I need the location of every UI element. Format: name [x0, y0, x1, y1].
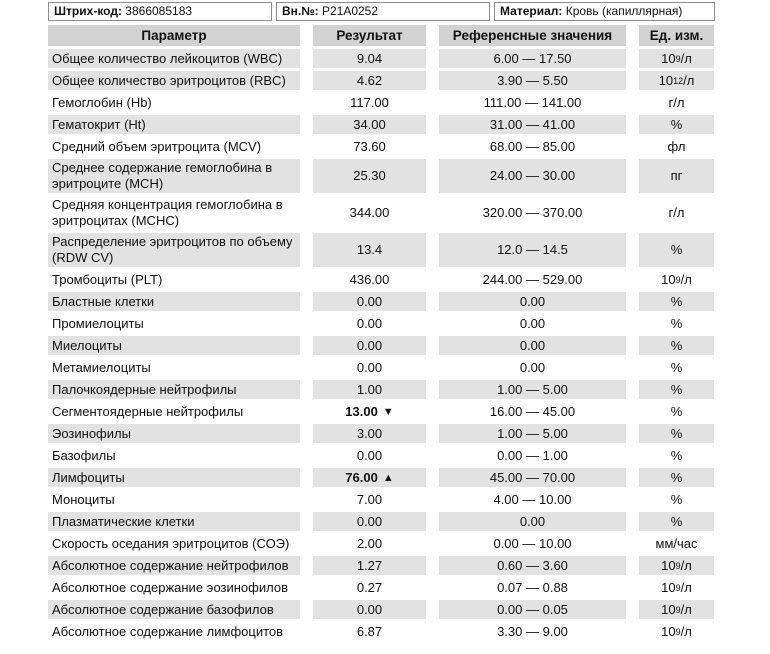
table-row — [48, 93, 715, 112]
table-row — [48, 490, 715, 509]
parameter-cell: Сегментоядерные нейтрофилы — [52, 403, 244, 419]
result-cell — [313, 336, 426, 355]
result-cell — [313, 292, 426, 311]
table-row — [48, 424, 715, 443]
reference-range-cell: 0.07 — 0.88 — [497, 579, 568, 595]
reference-range-cell: 45.00 — 70.00 — [439, 468, 626, 487]
table-row — [48, 196, 715, 230]
unit-value: 10 — [661, 50, 676, 66]
result-value: 7.00 — [356, 491, 383, 507]
unit-cell — [639, 233, 714, 267]
column-header-result: Результат — [313, 25, 426, 46]
unit-value: % — [670, 425, 683, 441]
unit-cell — [639, 336, 714, 355]
table-row — [48, 270, 715, 289]
result-cell — [313, 490, 426, 509]
reference-range-cell: 1.00 — 5.00 — [439, 380, 626, 399]
table-row — [48, 380, 715, 399]
unit-cell — [639, 159, 714, 193]
parameter-cell: Гематокрит (Ht) — [48, 115, 300, 134]
result-value: 3.00 — [356, 425, 383, 441]
unit-cell: 10 9 /л — [639, 600, 714, 619]
reference-range-cell: 0.00 — 1.00 — [497, 447, 568, 463]
result-value: 0.00 — [356, 337, 383, 353]
reference-range-cell: 31.00 — 41.00 — [439, 115, 626, 134]
result-value: 4.62 — [356, 72, 383, 88]
unit-cell — [639, 358, 714, 377]
reference-range-cell: 16.00 — 45.00 — [489, 403, 576, 419]
flag-high-icon: ▲ — [382, 471, 394, 484]
reference-range-cell: 0.60 — 3.60 — [439, 556, 626, 575]
table-row — [48, 468, 715, 487]
result-value: 13.4 — [356, 242, 383, 257]
result-value: 0.00 — [356, 315, 383, 331]
unit-value: 10 — [658, 72, 674, 88]
result-cell — [313, 622, 426, 641]
parameter-cell: Эозинофилы — [48, 424, 300, 443]
result-value: 1.27 — [356, 557, 383, 573]
table-row — [48, 556, 715, 575]
unit-denominator: /л — [680, 623, 692, 639]
unit-cell — [639, 196, 714, 230]
reference-range-cell: 0.00 — 0.05 — [439, 600, 626, 619]
unit-cell — [639, 314, 714, 333]
unit-cell: 10 9 /л — [639, 49, 714, 68]
result-value: 0.00 — [356, 293, 383, 309]
parameter-cell: Моноциты — [52, 491, 115, 507]
column-header-parameter: Параметр — [48, 25, 300, 46]
parameter-cell: Средняя концентрация гемоглобина в эритроцитах (MCHC) — [52, 197, 283, 228]
result-value: 2.00 — [356, 535, 383, 551]
reference-range-cell: 0.00 — [519, 315, 546, 331]
result-value: 6.87 — [356, 623, 383, 639]
unit-denominator: /л — [680, 601, 692, 617]
internal-number-field[interactable] — [276, 2, 490, 21]
result-value: 117.00 — [350, 94, 389, 110]
result-cell — [313, 424, 426, 443]
unit-value: г/л — [668, 94, 685, 110]
unit-cell — [639, 490, 714, 509]
result-value: 34.00 — [353, 116, 386, 132]
reference-range-cell: 0.00 — [519, 359, 546, 375]
result-cell — [313, 196, 426, 230]
unit-cell — [639, 446, 714, 465]
results-table-body — [48, 49, 715, 641]
unit-value: фл — [667, 138, 686, 154]
column-header-reference: Референсные значения — [439, 25, 626, 46]
reference-range-cell: 0.00 — [439, 292, 626, 311]
result-cell — [313, 233, 426, 267]
parameter-cell: Абсолютное содержание эозинофилов — [52, 579, 288, 595]
parameter-cell: Бластные клетки — [48, 292, 300, 311]
internal-number-value: P21A0252 — [321, 4, 379, 18]
unit-value: 10 — [661, 579, 676, 595]
reference-range-cell: 3.90 — 5.50 — [439, 71, 626, 90]
result-value: 9.04 — [356, 50, 383, 66]
unit-value: % — [670, 116, 683, 132]
result-value: 76.00 — [345, 469, 378, 485]
parameter-cell: Среднее содержание гемоглобина в эритроците (MCH) — [48, 159, 300, 193]
material-field[interactable] — [494, 2, 715, 21]
unit-cell — [639, 402, 714, 421]
result-value: 0.00 — [356, 601, 383, 617]
unit-cell: 10 9 /л — [661, 271, 692, 287]
reference-range-cell: 0.00 — [439, 512, 626, 531]
unit-value: мм/час — [655, 535, 698, 551]
unit-value: 10 — [661, 601, 676, 617]
reference-range-cell: 1.00 — 5.00 — [439, 424, 626, 443]
parameter-cell: Общее количество лейкоцитов (WBC) — [48, 49, 300, 68]
result-cell — [313, 314, 426, 333]
column-header-units: Ед. изм. — [639, 25, 714, 46]
table-row — [48, 600, 715, 619]
barcode-field[interactable] — [48, 2, 272, 21]
parameter-cell: Абсолютное содержание нейтрофилов — [48, 556, 300, 575]
result-cell — [313, 71, 426, 90]
result-cell — [313, 137, 426, 156]
result-value: 0.27 — [356, 579, 383, 595]
table-row — [48, 578, 715, 597]
flag-low-icon: ▼ — [382, 405, 394, 418]
result-cell — [313, 556, 426, 575]
parameter-cell: Базофилы — [52, 447, 116, 463]
table-row — [48, 314, 715, 333]
unit-value: % — [670, 447, 683, 463]
reference-range-cell: 320.00 — 370.00 — [482, 205, 583, 220]
table-row — [48, 233, 715, 267]
table-row — [48, 534, 715, 553]
reference-range-cell: 24.00 — 30.00 — [439, 159, 626, 193]
unit-denominator: /л — [680, 557, 692, 573]
result-cell — [313, 115, 426, 134]
table-row — [48, 358, 715, 377]
reference-range-cell: 12.0 — 14.5 — [439, 233, 626, 267]
barcode-label: Штрих-код: — [54, 4, 122, 18]
internal-number-label: Вн.№: — [282, 4, 319, 18]
table-row — [48, 71, 715, 90]
unit-cell: 10 9 /л — [661, 579, 692, 595]
result-value: 73.60 — [353, 138, 386, 154]
result-cell — [313, 49, 426, 68]
table-row — [48, 292, 715, 311]
unit-value: г/л — [668, 205, 685, 220]
unit-value: % — [670, 242, 683, 257]
reference-range-cell: 6.00 — 17.50 — [439, 49, 626, 68]
parameter-cell: Средний объем эритроцита (MCV) — [52, 138, 262, 154]
table-row — [48, 336, 715, 355]
result-value: 0.00 — [356, 513, 383, 529]
table-row — [48, 137, 715, 156]
material-label: Материал: — [500, 4, 563, 18]
reference-range-cell: 4.00 — 10.00 — [493, 491, 572, 507]
unit-value: 10 — [661, 623, 676, 639]
result-cell — [313, 468, 426, 487]
table-row — [48, 402, 715, 421]
unit-cell: 10 12 /л — [639, 71, 714, 90]
result-value: 344.00 — [349, 205, 390, 220]
result-cell — [313, 159, 426, 193]
table-row — [48, 159, 715, 193]
table-row — [48, 512, 715, 531]
unit-denominator: /л — [680, 579, 692, 595]
result-cell — [313, 358, 426, 377]
unit-value: % — [670, 293, 683, 309]
parameter-cell: Плазматические клетки — [48, 512, 300, 531]
result-cell — [313, 512, 426, 531]
unit-value: % — [670, 491, 683, 507]
unit-value: % — [670, 469, 683, 485]
unit-cell — [639, 424, 714, 443]
unit-value: пг — [670, 168, 683, 183]
parameter-cell: Общее количество эритроцитов (RBC) — [48, 71, 300, 90]
table-row — [48, 446, 715, 465]
result-value: 13.00 — [345, 403, 378, 419]
parameter-cell: Метамиелоциты — [52, 359, 151, 375]
reference-range-cell: 68.00 — 85.00 — [489, 138, 576, 154]
parameter-cell: Абсолютное содержание базофилов — [48, 600, 300, 619]
result-cell — [313, 534, 426, 553]
unit-cell — [639, 292, 714, 311]
result-cell — [313, 402, 426, 421]
parameter-cell: Абсолютное содержание лимфоцитов — [52, 623, 284, 639]
lab-report — [48, 2, 715, 641]
unit-cell — [639, 512, 714, 531]
result-cell — [313, 600, 426, 619]
unit-cell — [639, 115, 714, 134]
reference-range-cell: 3.30 — 9.00 — [497, 623, 568, 639]
parameter-cell: Лимфоциты — [48, 468, 300, 487]
result-cell — [313, 93, 426, 112]
result-value: 0.00 — [356, 359, 383, 375]
parameter-cell: Миелоциты — [48, 336, 300, 355]
result-value: 0.00 — [356, 447, 383, 463]
unit-cell: 10 9 /л — [639, 556, 714, 575]
parameter-cell: Палочкоядерные нейтрофилы — [48, 380, 300, 399]
unit-cell — [639, 380, 714, 399]
unit-cell — [639, 137, 714, 156]
report-meta-bar — [48, 2, 715, 21]
reference-range-cell: 0.00 — [439, 336, 626, 355]
unit-value: % — [670, 403, 683, 419]
unit-value: 10 — [661, 557, 676, 573]
barcode-value: 3866085183 — [125, 4, 193, 18]
unit-value: 10 — [661, 271, 676, 287]
unit-value: % — [670, 381, 683, 397]
unit-denominator: /л — [680, 271, 692, 287]
unit-value: % — [670, 337, 683, 353]
unit-denominator: /л — [683, 72, 695, 88]
unit-cell — [639, 534, 714, 553]
result-value: 436.00 — [349, 271, 390, 287]
material-value: Кровь (капиллярная) — [565, 4, 683, 18]
parameter-cell: Скорость оседания эритроцитов (СОЭ) — [52, 535, 290, 551]
unit-cell: 10 9 /л — [661, 623, 692, 639]
reference-range-cell: 111.00 — 141.00 — [483, 94, 582, 110]
parameter-cell: Распределение эритроцитов по объему (RDW CV) — [48, 233, 300, 267]
parameter-cell: Промиелоциты — [52, 315, 144, 331]
unit-cell — [639, 93, 714, 112]
reference-range-cell: 244.00 — 529.00 — [482, 271, 583, 287]
unit-value: % — [670, 513, 683, 529]
table-row — [48, 622, 715, 641]
table-row — [48, 115, 715, 134]
reference-range-cell: 0.00 — 10.00 — [493, 535, 572, 551]
unit-value: % — [670, 315, 683, 331]
unit-cell — [639, 468, 714, 487]
result-cell — [313, 446, 426, 465]
result-cell — [313, 578, 426, 597]
parameter-cell: Тромбоциты (PLT) — [52, 271, 163, 287]
table-row — [48, 49, 715, 68]
unit-denominator: /л — [680, 50, 692, 66]
result-value: 1.00 — [356, 381, 383, 397]
results-table-header — [48, 25, 715, 46]
unit-value: % — [670, 359, 683, 375]
parameter-cell: Гемоглобин (Hb) — [52, 94, 152, 110]
result-cell — [313, 270, 426, 289]
result-cell — [313, 380, 426, 399]
result-value: 25.30 — [353, 168, 386, 183]
